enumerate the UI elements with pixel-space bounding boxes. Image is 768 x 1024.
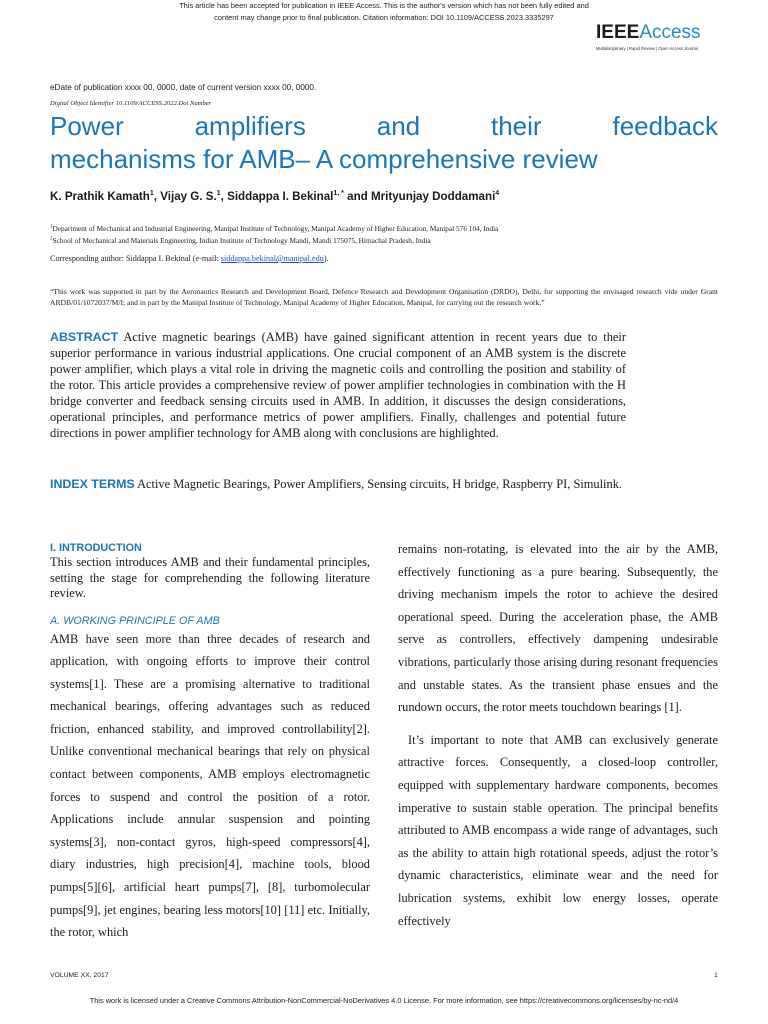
affiliation-2	[50, 236, 431, 245]
abstract-text: Active magnetic bearings (AMB) have gained significant attention in recent years due to their superior performance in various industrial applications. One crucial component of an AMB system is the discrete power amplifier, which plays a vital role in driving the magnetic coils and controlling the position and stability of the rotor. This article provides a comprehensive review of power amplifier technologies in combination with the H bridge converter and feedback sensing circuits used in AMB. In addition, it discusses the design considerations, operational principles, and performance metrics of power amplifiers. Finally, challenges and potential future directions in power amplifier technology for AMB along with conclusions are highlighted.	[50, 330, 626, 440]
affiliation-1-text: Department of Mechanical and Industrial Engineering, Manipal Institute of Technology, Manipal Academy of Higher Education, Manipal 576 104, India	[52, 224, 499, 233]
index-terms-text: Active Magnetic Bearings, Power Amplifiers, Sensing circuits, H bridge, Raspberry PI, Simulink.	[134, 477, 622, 491]
author-1-affiliation: 1	[149, 190, 154, 198]
affiliation-1-number: 1	[50, 224, 53, 230]
funding-statement: “This work was supported in part by the Aeronautics Research and Development Board, Defence Research and Development Organisation (DRDO), Delhi, for supporting the envisaged research vide under Grant ARDB/01/1072037/M/I; and in part by the Manipal Institute of Technology, Manipal Academy of Higher Education, Manipal, for carrying out the research work.”	[50, 287, 718, 307]
author-1: K. Prathik Kamath	[50, 190, 150, 203]
subsection-heading-working-principle: A. WORKING PRINCIPLE OF AMB	[50, 614, 220, 627]
license-notice: This work is licensed under a Creative Commons Attribution-NonCommercial-NoDerivatives 4.0 License. For more information, see https://creativecommons.org/licenses/by-nc-nd/4	[89, 996, 679, 1005]
author-3: , Siddappa I. Bekinal	[220, 190, 334, 203]
publication-notice	[0, 0, 768, 24]
logo-ieee-text: IEEE	[596, 22, 640, 43]
corresponding-author	[50, 254, 329, 263]
affiliation-1	[50, 224, 498, 233]
logo-access-text: Access	[639, 22, 701, 43]
title-line-1: Power amplifiers and their feedback	[50, 111, 718, 141]
index-terms	[50, 476, 626, 493]
ieee-access-logo	[596, 22, 746, 51]
corresponding-suffix: ).	[323, 254, 329, 263]
affiliation-2-number: 2	[50, 236, 53, 242]
affiliation-2-text: School of Mechanical and Materials Engineering, Indian Institute of Technology Mandi, Mandi 175075, Himachal Pradesh, India	[52, 236, 431, 245]
left-column	[50, 541, 370, 944]
abstract	[50, 329, 626, 441]
author-list	[50, 190, 499, 203]
doi-line: Digital Object Identifier 10.1109/ACCESS.2022.Doi Number	[50, 100, 212, 107]
volume-footer: VOLUME XX, 2017	[50, 972, 109, 979]
section-heading-introduction: I. INTRODUCTION	[50, 542, 142, 554]
author-3-affiliation: 1, *	[333, 190, 344, 198]
corresponding-prefix: Corresponding author: Siddappa I. Bekinal (e-mail:	[50, 254, 221, 263]
page-number: 1	[714, 972, 718, 979]
title-line-2: mechanisms for AMB– A comprehensive review	[50, 144, 598, 174]
publication-dates: eDate of publication xxxx 00, 0000, date of current version xxxx 00, 0000.	[50, 83, 317, 92]
corresponding-email-link[interactable]: siddappa.bekinal@manipal.edu	[220, 254, 324, 263]
right-paragraph-2: It’s important to note that AMB can exclusively generate attractive forces. Consequently, a closed-loop controller, equipped with supplementary hardware components, becomes imperative to sustain stable operation. The principal benefits attributed to AMB encompass a wide range of advantages, such as the ability to attain high rotational speeds, adjust the rotor’s dynamic characteristics, eliminate wear and the need for lubrication systems, exhibit low energy losses, operate effectively	[398, 732, 718, 928]
notice-line-2: content may change prior to final publication. Citation information: DOI 10.1109/ACCESS.2023.3335297	[214, 13, 554, 22]
right-column	[398, 538, 718, 932]
index-terms-label: INDEX TERMS	[50, 477, 135, 491]
working-principle-paragraph: AMB have seen more than three decades of research and application, with ongoing efforts to improve their control systems[1]. These are a promising alternative to traditional mechanical bearings, offering advantages such as reduced friction, enhanced stability, and improved controllability[2]. Unlike conventional mechanical bearings that rely on physical contact between components, AMB employs electromagnetic forces to suspend and control the position of a rotor. Applications include annular suspension and pointing systems[3], non-contact gyros, high-speed compressors[4], diary industries, high precision[4], machine tools, blood pumps[5][6], artificial heart pumps[7], [8], turbomolecular pumps[9], jet engines, bearing less motors[10] [11] etc. Initially, the rotor, which	[50, 631, 370, 940]
author-4: and Mrityunjay Doddamani	[343, 190, 496, 203]
author-2-affiliation: 1	[216, 190, 221, 198]
author-2: , Vijay G. S.	[153, 190, 217, 203]
intro-paragraph: This section introduces AMB and their fundamental principles, setting the stage for comprehending the following literature review.	[50, 555, 370, 600]
right-paragraph-1: remains non-rotating, is elevated into the air by the AMB, effectively functioning as a pure bearing. Subsequently, the driving mechanism impels the rotor to achieve the desired operational speed. During the acceleration phase, the AMB serve as controllers, effectively dampening undesirable vibrations, particularly those arising during resonant frequencies and unstable states. As the transient phase ensues and the rundown occurs, the rotor meets touchdown bearings [1].	[398, 542, 718, 715]
notice-line-1: This article has been accepted for publication in IEEE Access. This is the author's version which has not been fully edited and	[179, 1, 589, 10]
author-4-affiliation: 4	[495, 190, 500, 198]
logo-tagline: Multidisciplinary | Rapid Review | Open Access Journal	[596, 46, 698, 51]
abstract-label: ABSTRACT	[50, 330, 119, 344]
paper-title	[50, 110, 718, 176]
